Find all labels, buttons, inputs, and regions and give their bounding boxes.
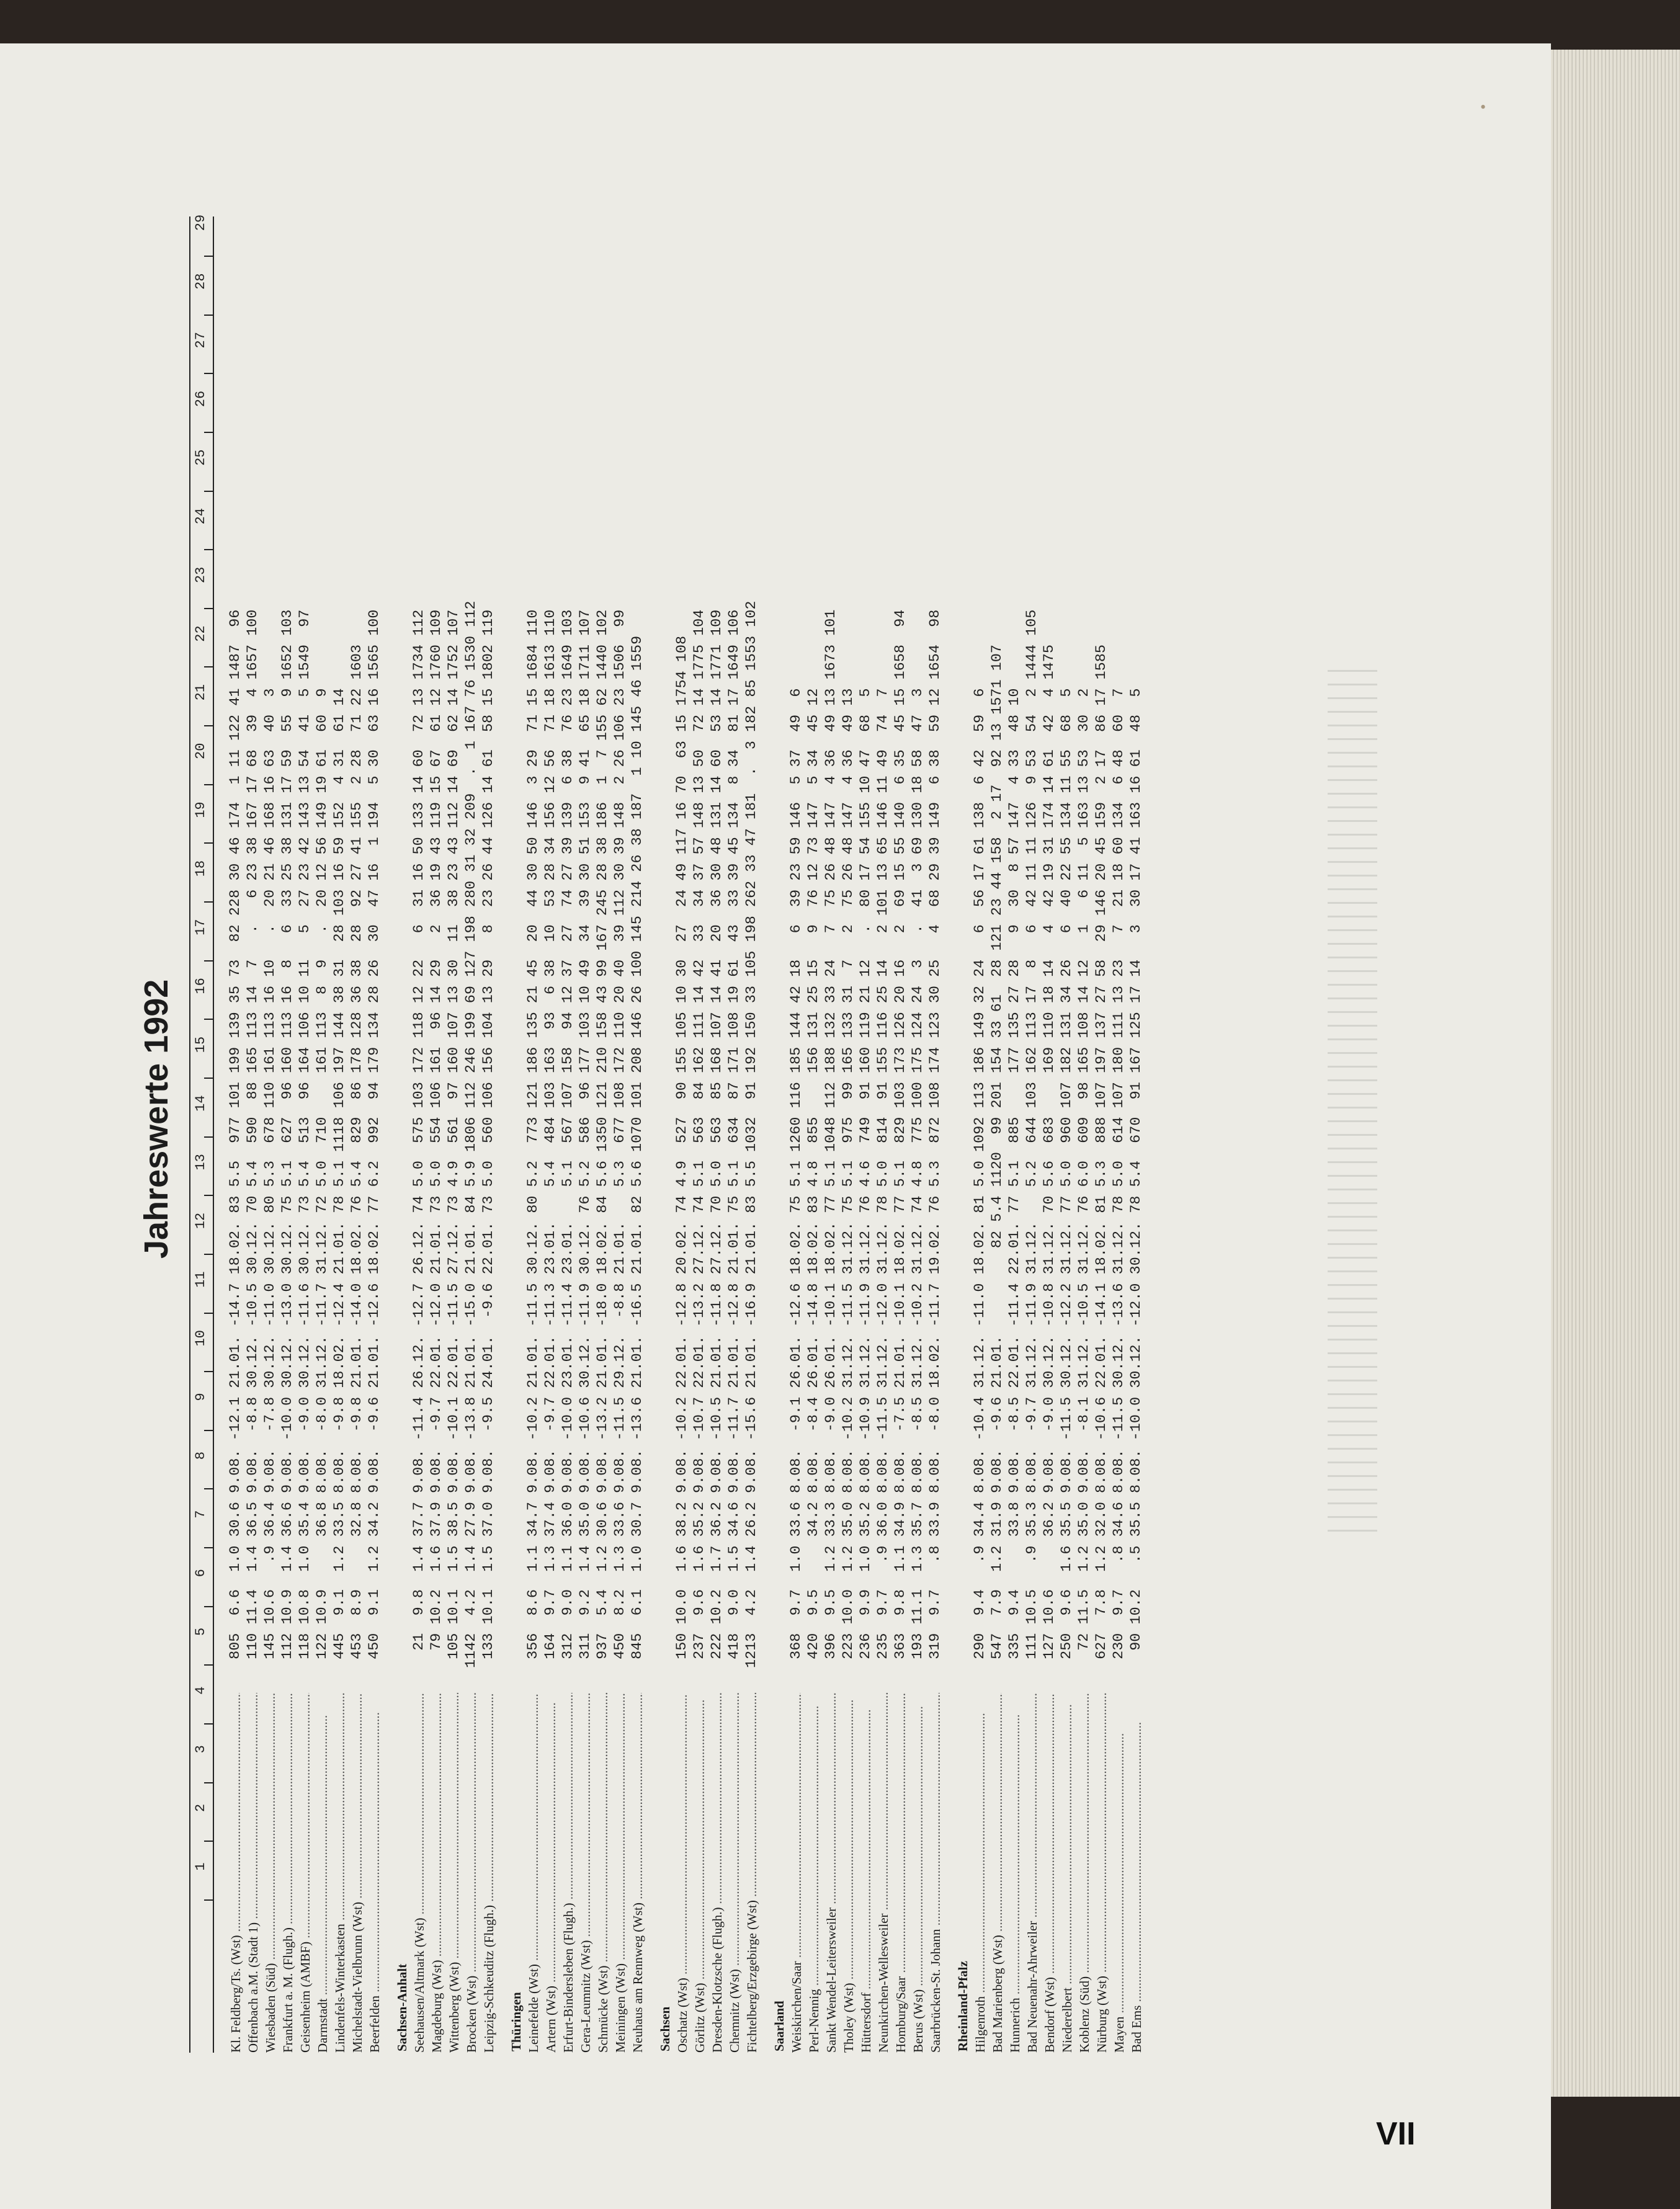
station-values: 335 9.4 33.8 9.08. -8.5 22.01. -11.4 22.01. 77 5.1 885 177 135 27 28 9 30 8 57 147 4 33 48 10 [1006,688,1023,1668]
column-number: 14 [193,1095,208,1112]
station-name: Bad Ems ..... [1129,1693,1144,2053]
station-values: 547 7.9 1.2 31.9 9.08. -9.6 21.01. 82 5.4 1120 99 201 154 33 61 28 121 23 44 158 2 17 92 13 1571 107 [989,645,1006,1668]
station-name: Neunkirchen-Wellesweiler ..... [876,1693,891,2053]
page-mark: • [1480,98,1486,116]
column-number: 11 [193,1271,208,1288]
column-tick [204,1899,213,1901]
column-tick [204,1136,213,1138]
column-tick [204,432,213,433]
table-row [279,216,297,2053]
station-name: Tholey (Wst) ..... [841,1693,856,2053]
station-name: Michelstadt-Vielbrunn (Wst) ..... [350,1693,365,2053]
station-values: 1213 4.2 1.4 26.2 9.08. -15.6 21.01. -16.9 21.01. 83 5.5 1032 91 192 150 33 105 198 262 33 47 181 . 3 182 85 1553 102 [743,600,760,1668]
station-name: Niederelbert ..... [1060,1693,1075,2053]
station-name: Meiningen (Wst) ..... [613,1693,628,2053]
table-row [691,216,708,2053]
column-tick [204,1313,213,1314]
station-values: 237 9.6 1.6 35.2 9.08. -10.7 22.01. -13.2 27.12. 74 5.1 563 84 162 111 14 42 33 34 37 57 148 13 50 72 14 1775 104 [691,609,708,1668]
column-number: 2 [193,1803,208,1812]
station-name: Koblenz (Süd) ..... [1077,1693,1092,2053]
station-name: Kl. Feldberg/Ts. (Wst) ..... [228,1693,243,2053]
station-values: 396 9.5 1.2 33.3 8.08. -9.0 26.01. -10.1 18.02. 77 5.1 1048 112 188 132 33 24 7 75 26 48 147 4 36 49 13 1673 101 [823,609,839,1668]
column-number: 8 [193,1451,208,1460]
table-row [1093,216,1110,2053]
station-values: 105 10.1 1.5 38.5 9.08. -10.1 22.01. -11.5 27.12. 73 4.9 561 97 160 107 13 30 11 38 23 43 112 14 69 62 14 1752 107 [445,609,462,1668]
table-row [366,216,383,2053]
station-group [507,216,646,2053]
table-row [612,216,629,2053]
table-row [1110,216,1128,2053]
station-name: Seehausen/Altmark (Wst) ..... [412,1693,427,2053]
table-row [1024,216,1041,2053]
table-row [480,216,498,2053]
table-row [788,216,805,2053]
column-number: 29 [193,214,208,231]
station-values: 193 11.1 1.3 35.7 8.08. -8.5 31.12. -10.2 31.12. 74 4.8 775 100 175 124 24 3 . 41 3 69 130 18 58 47 3 [909,688,926,1668]
station-values: 420 9.5 34.2 8.08. -8.4 26.01. -14.8 18.02. 83 4.8 855 156 131 25 15 9 76 12 73 147 5 34 45 12 [805,688,822,1668]
column-number: 10 [193,1330,208,1347]
column-tick [204,842,213,844]
column-number: 4 [193,1686,208,1695]
station-groups [227,216,1155,2053]
column-number: 19 [193,801,208,818]
column-number: 16 [193,978,208,994]
bleed-through-text [1328,670,1377,1538]
station-values: 937 5.4 1.2 30.6 9.08. -13.2 21.01. -18.0 18.02. 84 5.6 1350 121 210 158 43 99 167 245 28 38 186 1 7 155 62 1440 102 [594,609,611,1668]
station-name: Weiskirchen/Saar ..... [789,1693,804,2053]
table-row [892,216,909,2053]
table-row [525,216,542,2053]
station-name: Wittenberg (Wst) ..... [447,1693,462,2053]
column-number: 17 [193,919,208,935]
group-title: Sachsen-Anhalt [395,1963,409,2051]
table-row [314,216,331,2053]
station-name: Magdeburg (Wst) ..... [429,1693,444,2053]
group-title: Thüringen [509,1992,524,2051]
station-name: Chemnitz (Wst) ..... [727,1693,742,2053]
station-values: 363 9.8 1.1 34.9 8.08. -7.5 21.01. -10.1 18.02. 77 5.1 829 103 173 126 20 16 2 69 15 55 140 6 35 45 15 1658 94 [892,609,909,1668]
table-row [629,216,646,2053]
station-values: 453 8.9 32.8 8.08. -9.8 21.01. -14.0 18.02. 76 5.4 829 86 178 128 36 38 28 92 27 41 155 2 28 71 22 1603 [349,645,365,1668]
station-values: 356 8.6 1.1 34.7 9.08. -10.2 21.01. -11.5 30.12. 80 5.2 773 121 186 135 21 45 20 44 30 50 146 3 29 71 15 1684 110 [525,609,542,1668]
table-row [805,216,823,2053]
station-group [771,216,944,2053]
column-tick [204,1664,213,1666]
table-row [577,216,594,2053]
column-number: 21 [193,684,208,701]
table-row [542,216,560,2053]
station-name: Gera-Leumnitz (Wst) ..... [578,1693,593,2053]
station-values: 312 9.0 1.1 36.0 9.08. -10.0 23.01. -11.4 23.01. 5.1 567 107 158 94 12 37 27 74 27 39 139 6 38 76 23 1649 103 [560,609,576,1668]
column-number: 28 [193,273,208,290]
column-tick [204,315,213,316]
group-title: Sachsen [658,2006,672,2051]
station-group [393,216,498,2053]
table-row [674,216,691,2053]
station-name: Artern (Wst) ..... [543,1693,558,2053]
station-name: Brocken (Wst) ..... [464,1693,479,2053]
table-row [989,216,1006,2053]
station-values: 236 9.9 1.0 35.2 8.08. -10.9 31.12. -11.9 31.12. 76 4.6 749 91 160 119 21 12 . 80 17 54 155 10 47 68 5 [857,688,874,1668]
column-tick [204,1841,213,1842]
table-row [463,216,480,2053]
column-tick [204,608,213,609]
station-name: Leipzig-Schkeuditz (Flugh.) ..... [481,1693,496,2053]
station-values: 845 6.1 1.0 30.7 9.08. -13.6 21.01. -16.5 21.01. 82 5.6 1070 101 208 146 26 100 145 214 26 38 187 1 10 145 46 1559 [629,635,646,1668]
column-number: 6 [193,1569,208,1578]
column-tick [204,1606,213,1607]
station-name: Sankt Wendel-Leitersweiler ..... [824,1693,839,2053]
station-values: 79 10.2 1.6 37.9 9.08. -9.7 22.01. -12.0 21.01. 73 5.0 554 106 161 96 14 29 2 36 19 43 119 15 67 61 12 1760 109 [428,609,445,1668]
column-tick [204,1078,213,1079]
column-number: 15 [193,1036,208,1053]
column-tick [204,784,213,785]
table-row [1076,216,1093,2053]
column-number: 23 [193,566,208,584]
station-name: Perl-Nennig ..... [806,1693,821,2053]
column-tick [204,901,213,903]
station-name: Hüttersdorf ..... [859,1693,874,2053]
station-name: Offenbach a.M. (Stadt 1) ..... [246,1693,261,2053]
table-row [262,216,279,2053]
station-values: 627 7.8 1.2 32.0 8.08. -10.6 22.01. -14.1 18.02. 81 5.3 888 107 197 137 27 58 29 146 20 45 159 2 17 86 17 1585 [1093,645,1110,1668]
column-tick [204,549,213,550]
table-row [331,216,349,2053]
station-name: Hunnerich ..... [1008,1693,1022,2053]
column-tick [204,373,213,374]
column-number: 5 [193,1627,208,1636]
station-values: 145 10.6 .9 36.4 9.08. -7.8 30.12. -11.0 30.12. 80 5.3 678 110 161 113 16 10 . 20 21 46 168 16 63 40 3 [262,688,279,1668]
table-row [349,216,366,2053]
station-values: 250 9.6 1.6 35.5 9.08. -11.5 30.12. -12.2 31.12. 77 5.0 960 107 182 131 34 26 6 40 22 55 134 11 55 68 5 [1058,688,1075,1668]
column-tick [204,1195,213,1196]
station-name: Bendorf (Wst) ..... [1042,1693,1057,2053]
station-name: Schmücke (Wst) ..... [596,1693,610,2053]
station-values: 150 10.0 1.6 38.2 9.08. -10.2 22.01. -12.8 20.02. 74 4.9 527 90 155 105 10 30 27 24 49 117 16 70 63 15 1754 108 [674,635,690,1668]
station-name: Geisenheim (AMBF) ..... [298,1693,313,2053]
station-name: Bad Marienberg (Wst) ..... [990,1693,1005,2053]
column-number: 18 [193,860,208,877]
table-row [1006,216,1024,2053]
station-name: Frankfurt a. M. (Flugh.) ..... [280,1693,295,2053]
column-number: 22 [193,625,208,642]
column-tick [204,1489,213,1490]
station-values: 127 10.6 36.2 9.08. -9.0 30.12. -10.8 31.12. 70 5.6 683 169 110 18 14 4 42 19 31 174 14 61 42 4 1475 [1041,645,1058,1668]
station-group [656,216,761,2053]
group-title: Rheinland-Pfalz [955,1961,970,2051]
table-row [227,216,244,2053]
column-tick [204,1371,213,1372]
table-row [857,216,875,2053]
station-values: 110 11.4 1.4 36.5 9.08. -8.8 30.12. -10.5 30.12. 70 5.4 590 88 165 113 14 7 . 6 23 38 167 17 68 39 4 1657 100 [244,609,261,1668]
table-row [1041,216,1058,2053]
station-name: Darmstadt ..... [315,1693,330,2053]
station-name: Dresden-Klotzsche (Flugh.) ..... [710,1693,725,2053]
table-row [875,216,892,2053]
table-row [927,216,944,2053]
station-name: Erfurt-Bindersleben (Flugh.) ..... [561,1693,576,2053]
station-name: Lindenfels-Winterkasten ..... [333,1693,347,2053]
table-row [411,216,428,2053]
column-tick [204,725,213,726]
table-row [743,216,761,2053]
table-row [244,216,262,2053]
station-values: 290 9.4 .9 34.4 8.08. -10.4 31.12. -11.0 18.02. 81 5.0 1092 113 186 149 32 24 6 56 17 61 138 6 42 59 6 [972,688,988,1668]
station-values: 805 6.6 1.0 30.6 9.08. -12.1 21.01. -14.7 18.02. 83 5.5 977 101 199 139 35 73 82 228 30 46 174 1 11 122 41 1487 96 [227,609,244,1668]
station-values: 368 9.7 1.0 33.6 8.08. -9.1 26.01. -12.6 18.02. 75 5.1 1260 116 185 144 42 18 6 39 23 59 146 5 37 49 6 [788,688,805,1668]
table-row [1128,216,1145,2053]
station-name: Mayen ..... [1112,1693,1127,2053]
table-row [840,216,857,2053]
station-values: 72 11.5 1.2 35.0 9.08. -8.1 31.12. -10.5 31.12. 76 6.0 609 98 165 108 14 12 1 6 11 5 163 13 53 30 2 [1076,688,1092,1668]
table-row [972,216,989,2053]
station-values: 319 9.7 .8 33.9 8.08. -8.0 18.02. -11.7 19.02. 76 5.3 872 108 174 123 30 25 4 68 29 39 149 6 38 59 12 1654 98 [927,609,944,1668]
column-number: 3 [193,1745,208,1754]
station-name: Beerfelden ..... [367,1693,382,2053]
column-tick [204,667,213,668]
station-values: 133 10.1 1.5 37.0 9.08. -9.5 24.01. -9.6 22.01. 73 5.0 560 106 156 104 13 29 8 23 26 44 126 14 61 58 15 1802 119 [480,609,497,1668]
column-number: 9 [193,1393,208,1401]
station-values: 235 9.7 .9 36.0 8.08. -11.5 31.12. -12.0 31.12. 78 5.0 814 91 155 116 25 14 2 101 13 65 146 11 49 74 7 [875,688,891,1668]
column-tick [204,1019,213,1020]
table-row [823,216,840,2053]
column-number: 20 [193,743,208,759]
column-number: 26 [193,390,208,408]
column-number: 27 [193,332,208,349]
table-row [560,216,577,2053]
column-number: 7 [193,1510,208,1519]
station-values: 450 8.2 1.3 33.6 9.08. -11.5 29.12. -8.8 21.01. 5.3 677 108 172 110 20 40 39 112 30 39 148 2 26 106 23 1506 99 [612,609,628,1668]
page-number: VII [1376,2116,1416,2152]
station-name: Berus (Wst) ..... [911,1693,926,2053]
column-number: 12 [193,1212,208,1229]
column-tick [204,256,213,257]
station-name: Hilgenroth ..... [973,1693,988,2053]
column-number: 25 [193,449,208,466]
station-values: 111 10.5 .9 35.3 8.08. -9.7 31.12. -11.9 31.12. 5.2 644 103 162 113 17 8 6 42 11 11 126 9 53 54 2 1444 105 [1024,609,1040,1668]
table-row [708,216,726,2053]
column-tick [204,1430,213,1431]
column-tick [204,1723,213,1725]
station-name: Fichtelberg/Erzgebirge (Wst) ..... [744,1693,759,2053]
station-values: 311 9.2 1.4 35.0 9.08. -10.6 30.12. -11.9 30.12. 76 5.2 586 96 177 103 10 49 34 39 30 51 153 9 41 65 18 1711 107 [577,609,594,1668]
table-row [428,216,445,2053]
table-row [445,216,463,2053]
column-tick [204,491,213,492]
group-title: Saarland [772,2001,787,2051]
station-name: Neuhaus am Rennweg (Wst) ..... [630,1693,645,2053]
station-name: Bad Neuenahr-Ahrweiler ..... [1025,1693,1040,2053]
table-row [726,216,743,2053]
table-row [1058,216,1076,2053]
table-row [594,216,612,2053]
station-group [227,216,383,2053]
station-name: Nürburg (Wst) ..... [1094,1693,1109,2053]
column-number: 24 [193,508,208,525]
station-name: Leinefelde (Wst) ..... [526,1693,541,2053]
station-values: 164 9.7 1.3 37.4 9.08. -9.7 22.01. -11.3 23.01. 5.4 484 103 163 93 6 38 10 53 28 34 156 12 56 71 18 1613 110 [542,609,559,1668]
station-values: 222 10.2 1.7 36.2 9.08. -10.5 21.01. -11.8 27.12. 70 5.0 563 85 168 107 14 41 20 36 30 48 131 14 60 53 14 1771 109 [708,609,725,1668]
station-values: 223 10.0 1.2 35.0 8.08. -10.2 31.12. -11.5 31.12. 75 5.1 975 99 165 133 31 7 2 75 26 48 147 4 36 49 13 [840,688,857,1668]
station-name: Homburg/Saar ..... [893,1693,908,2053]
table-row [297,216,314,2053]
table-row [909,216,927,2053]
station-name: Görlitz (Wst) ..... [692,1693,707,2053]
rotated-table-area [137,192,1403,2053]
station-values: 450 9.1 1.2 34.2 9.08. -9.6 21.01. -12.6 18.02. 77 6.2 992 94 179 134 28 26 30 47 16 1 194 5 30 63 16 1565 100 [366,609,383,1668]
station-values: 118 10.8 1.0 35.4 9.08. -9.0 30.12. -11.6 30.12. 73 5.4 513 96 164 106 10 11 5 27 23 42 143 13 54 41 5 1549 97 [297,609,313,1668]
column-tick [204,1782,213,1783]
station-group [954,216,1145,2053]
column-tick [204,960,213,962]
column-number: 13 [193,1154,208,1171]
station-values: 122 10.9 36.8 8.08. -8.0 31.12. -11.7 31.12. 72 5.0 710 161 113 8 9 . 20 12 56 149 19 61 60 9 [314,688,331,1668]
column-tick [204,1254,213,1255]
column-number-header [189,216,214,2053]
station-name: Saarbrücken-St. Johann ..... [928,1693,943,2053]
station-values: 445 9.1 1.2 33.5 8.08. -9.8 18.02. -12.4 21.01. 78 5.1 1118 106 197 144 38 31 28 103 16 59 152 4 31 61 14 [331,688,348,1668]
station-values: 21 9.8 1.4 37.7 9.08. -11.4 26.12. -12.7 26.12. 74 5.0 575 103 172 118 12 22 6 31 16 50 133 14 60 72 13 1734 112 [411,609,427,1668]
station-values: 90 10.2 .5 35.5 8.08. -10.0 30.12. -12.0 30.12. 78 5.4 670 91 167 125 17 14 3 30 17 41 163 16 61 48 5 [1128,688,1145,1668]
book-page-edges [1551,50,1680,2097]
station-values: 418 9.0 1.5 34.6 9.08. -11.7 21.01. -12.8 21.01. 75 5.1 634 87 171 108 19 61 43 33 39 45 134 8 34 81 17 1649 106 [726,609,743,1668]
column-number: 1 [193,1862,208,1871]
station-name: Oschatz (Wst) ..... [675,1693,690,2053]
table-title: Jahreswerte 1992 [138,979,175,1259]
station-values: 112 10.9 1.4 36.6 9.08. -10.0 30.12. -13.0 30.12. 75 5.1 627 96 160 113 16 8 6 33 25 38 131 17 59 55 9 1652 103 [279,609,296,1668]
station-name: Wiesbaden (Süd) ..... [263,1693,278,2053]
station-values: 230 9.7 .8 34.6 8.08. -11.5 30.12. -13.6 31.12. 78 5.0 614 107 180 111 13 23 7 21 18 60 134 6 48 60 7 [1110,688,1127,1668]
station-values: 1142 4.2 1.4 27.9 9.08. -13.8 21.01. -15.0 21.01. 84 5.9 1806 112 246 199 69 127 198 280 31 32 209 . 1 167 76 1530 112 [463,600,480,1668]
column-tick [204,1547,213,1548]
